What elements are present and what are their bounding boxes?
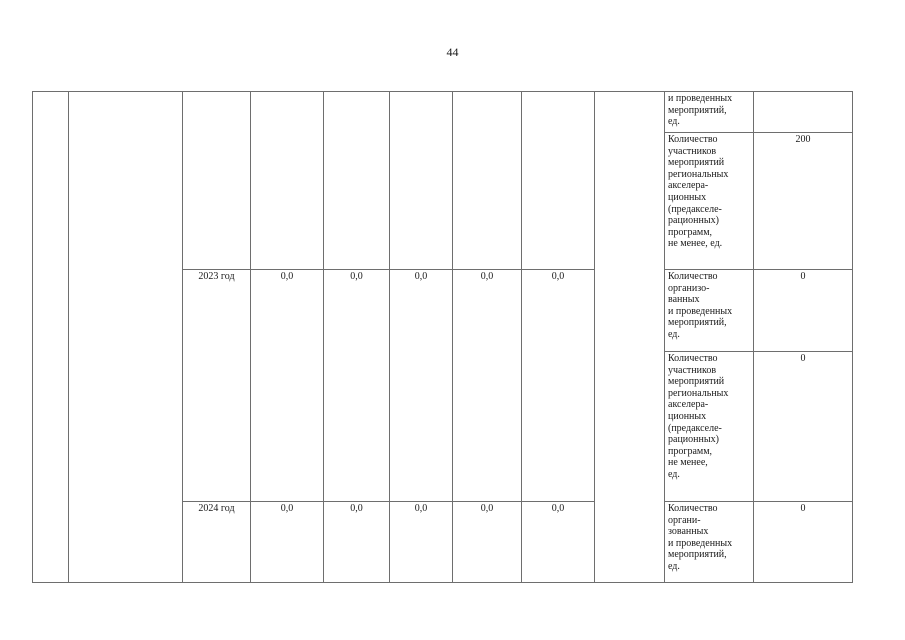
indicator-value: 0 xyxy=(800,503,806,514)
indicator-name-line: (предакселе- xyxy=(668,203,722,215)
indicator-name-line: организо- xyxy=(668,282,710,294)
table-cell-value: 0,0 xyxy=(551,271,565,282)
indicator-name-line: участников xyxy=(668,364,717,376)
indicator-row-divider xyxy=(664,351,853,352)
year-row-divider xyxy=(182,269,595,270)
indicator-name xyxy=(668,503,732,573)
indicator-name-line: не менее, xyxy=(668,457,708,469)
table-border-bottom xyxy=(32,582,853,583)
table-cell-value: 0,0 xyxy=(414,503,428,514)
indicator-name xyxy=(668,271,732,341)
indicator-name-line: мероприятий, xyxy=(668,104,727,116)
indicator-value: 0 xyxy=(800,353,806,364)
indicator-name-line: программ, xyxy=(668,445,713,457)
indicator-name-line: и проведенных xyxy=(668,305,733,317)
table-cell-value: 0,0 xyxy=(350,503,363,514)
indicator-name-line: Количество xyxy=(668,353,718,364)
indicator-name-line: мероприятий, xyxy=(668,317,727,329)
indicator-name-line: ционных xyxy=(668,410,707,422)
table-border-top xyxy=(32,91,853,92)
table-cell-value: 0,0 xyxy=(280,271,294,282)
indicator-name-line: ционных xyxy=(668,191,707,203)
page-number: 44 xyxy=(446,45,459,59)
indicator-name-line: Количество xyxy=(668,503,718,514)
year-label: 2024 год xyxy=(198,503,235,514)
indicator-name-line: региональных xyxy=(668,168,729,180)
indicator-name-line: акселера- xyxy=(668,399,709,411)
indicator-name-line: рационных) xyxy=(668,215,719,227)
indicator-name-line: Количество xyxy=(668,134,718,145)
indicator-name-line: ванных xyxy=(668,294,700,306)
table-cell-value: 0,0 xyxy=(414,271,428,282)
indicator-row-divider xyxy=(664,132,853,133)
indicator-name-line: и проведенных xyxy=(668,537,733,549)
year-label: 2023 год xyxy=(198,271,235,282)
indicator-name-line: рационных) xyxy=(668,434,719,446)
indicator-name-line: (предакселе- xyxy=(668,422,722,434)
indicator-name-line: мероприятий xyxy=(668,157,725,169)
indicator-name-line: ед. xyxy=(668,468,680,480)
indicator-name-line: ед. xyxy=(668,328,680,340)
table-cell-value: 0,0 xyxy=(280,503,294,514)
indicator-name-line: участников xyxy=(668,145,717,157)
table-cell-value: 0,0 xyxy=(480,271,494,282)
indicator-name-line: Количество xyxy=(668,271,718,282)
indicator-name xyxy=(668,353,728,481)
indicator-name-line: не менее, ед. xyxy=(668,238,723,250)
table-border-left xyxy=(32,91,33,583)
table-border-right xyxy=(852,91,853,583)
indicator-value: 200 xyxy=(795,134,811,145)
indicator-name-line: программ, xyxy=(668,226,713,238)
column-divider xyxy=(68,91,69,583)
indicator-value: 0 xyxy=(800,271,806,282)
indicator-name-line: акселера- xyxy=(668,180,709,192)
indicator-name-line: ед. xyxy=(668,116,680,128)
data-table xyxy=(32,91,853,583)
indicator-name-line: зованных xyxy=(668,526,709,538)
table-cell-value: 0,0 xyxy=(350,271,363,282)
indicator-name-line: мероприятий xyxy=(668,376,725,388)
indicator-name-line: и проведенных xyxy=(668,93,733,104)
table-cell-value: 0,0 xyxy=(480,503,494,514)
indicator-name-line: ед. xyxy=(668,560,680,572)
table-cell-value: 0,0 xyxy=(551,503,565,514)
column-divider xyxy=(594,91,595,583)
column-divider xyxy=(664,91,665,583)
indicator-name-line: региональных xyxy=(668,387,729,399)
indicator-name xyxy=(668,134,728,250)
year-row-divider xyxy=(182,501,595,502)
indicator-name-line: органи- xyxy=(668,514,701,526)
indicator-name-line: мероприятий, xyxy=(668,549,727,561)
indicator-row-divider xyxy=(664,501,853,502)
indicator-name xyxy=(668,93,732,128)
indicator-row-divider xyxy=(664,269,853,270)
